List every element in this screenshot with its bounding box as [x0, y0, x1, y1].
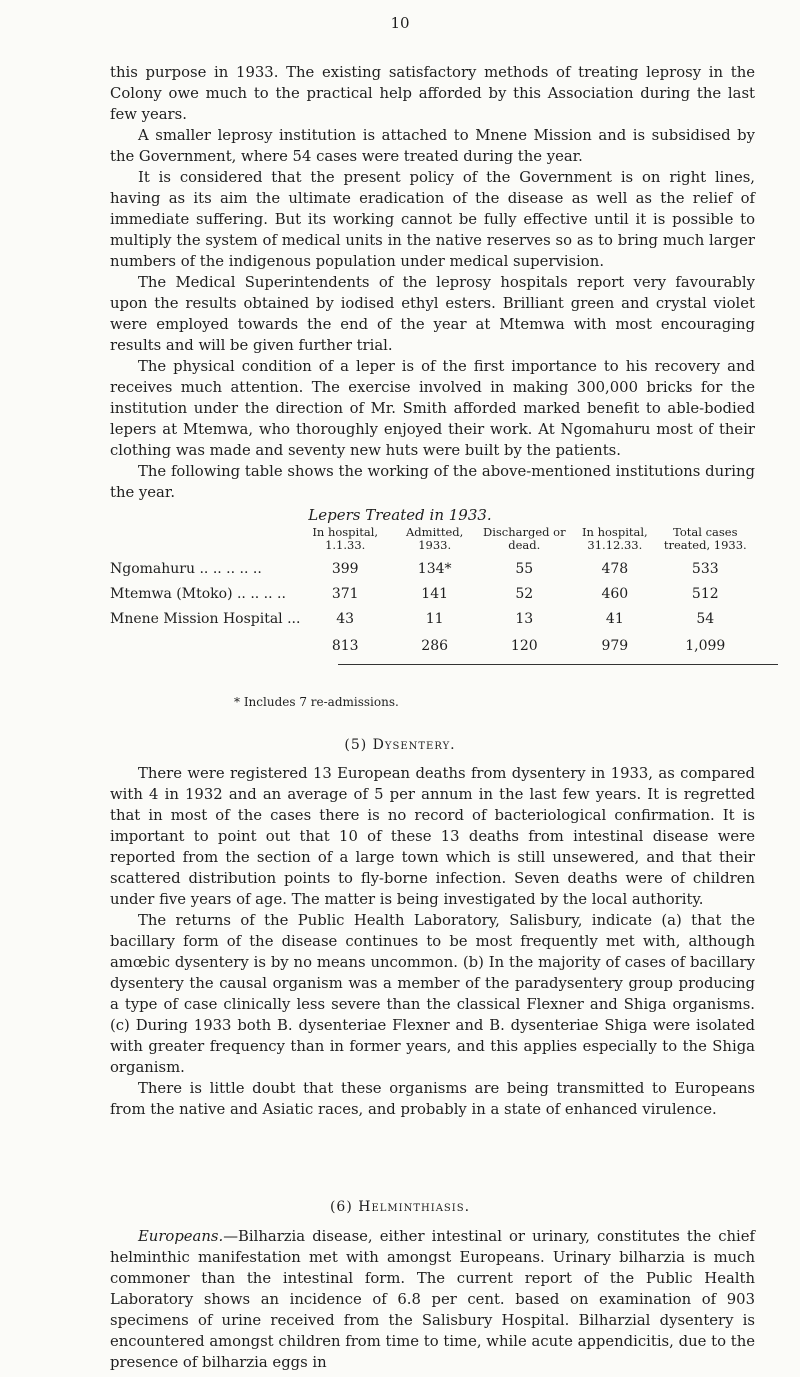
cell: 134* [417, 560, 452, 577]
paragraph: The physical condition of a leper is of the first importance to his recovery and receives much attention. The exercise involved in making 300,000 bricks for the institution under the direction of Mr. Smith afforded marked benefit to able-bodied lepers at Mtemwa, who thoroughly enjoyed their work. At Ngomahuru most of their clothing was made and seventy new huts were built by the patients. [110, 358, 755, 459]
cell: 478 [601, 560, 629, 577]
paragraph: The following table shows the working of the above-mentioned institutions during the year. [110, 463, 755, 501]
cell: 43 [336, 610, 355, 627]
total-cell: 120 [510, 637, 538, 654]
table-total-row [110, 631, 750, 658]
cell: 41 [605, 610, 624, 627]
cell: 55 [515, 560, 534, 577]
paragraph: The returns of the Public Health Laboratory, Salisbury, indicate (a) that the bacillary form of the disease continues to be most frequently met with, although amœbic dysentery is by no means uncommon. (b) In the majority of cases of bacillary dysentery the causal organism was a member of the paradysentery group producing a type of case clinically less severe than the classical Flexner and Shiga organisms. (c) During 1933 both B. dysenteriae Flexner and B. dysenteriae Shiga were isolated with greater frequency than in former years, and this applies especially to the Shiga organism. [110, 912, 755, 1076]
row-label: Ngomahuru [110, 560, 196, 577]
dysentery-text [110, 763, 755, 1120]
row-label: Mnene Mission Hospital [110, 610, 283, 627]
helminthiasis-text [110, 1226, 755, 1373]
row-label: Mtemwa (Mtoko) [110, 585, 233, 602]
table-footnote: * Includes 7 re-admissions. [234, 695, 399, 709]
cell: 11 [425, 610, 444, 627]
table-header-row [110, 526, 750, 556]
column-header: In hospital, 31.12.33. [582, 525, 648, 552]
intro-text [110, 62, 755, 503]
lepers-table [110, 526, 750, 658]
paragraph: It is considered that the present policy of the Government is on right lines, having as its aim the ultimate eradication of the disease as well as the relief of immediate suffering. But its working cannot be fully effective until it is possible to multiply the system of medical units in the native reserves so as to bring much larger numbers of the indigenous population under medical supervision. [110, 169, 755, 270]
column-header: Admitted, 1933. [406, 525, 464, 552]
table-row: Mtemwa (Mtoko) .. .. .. .. 371 141 52 460 512 [110, 581, 750, 606]
cell: 371 [331, 585, 359, 602]
total-cell: 286 [421, 637, 449, 654]
total-rule [338, 664, 778, 665]
table-row: Mnene Mission Hospital ... 43 11 13 41 54 [110, 606, 750, 631]
paragraph: There were registered 13 European deaths from dysentery in 1933, as compared with 4 in 1932 and an average of 5 per annum in the last few years. It is regretted that in most of the cases there is no record of bacteriological confirmation. It is important to point out that 10 of these 13 deaths from intestinal disease were reported from the section of a large town which is still unsewered, and that their scattered distribution points to fly-borne infection. Seven deaths were of children under five years of age. The matter is being investigated by the local authority. [110, 765, 755, 908]
column-header: Discharged or dead. [482, 525, 566, 552]
cell: 533 [691, 560, 719, 577]
cell: 460 [601, 585, 629, 602]
paragraph: The Medical Superintendents of the leprosy hospitals report very favourably upon the results obtained by iodised ethyl esters. Brilliant green and crystal violet were employed towards the end of the year at Mtemwa with most encouraging results and will be given further trial. [110, 274, 755, 354]
total-cell: 979 [601, 637, 629, 654]
column-header: Total cases treated, 1933. [663, 525, 747, 552]
cell: 13 [515, 610, 534, 627]
paragraph: this purpose in 1933. The existing satisfactory methods of treating leprosy in the Colony owe much to the practical help afforded by this Association during the last few years. [110, 64, 755, 123]
cell: 399 [331, 560, 359, 577]
page-number: 10 [390, 14, 410, 32]
cell: 52 [515, 585, 534, 602]
paragraph: Europeans.—Bilharzia disease, either intestinal or urinary, constitutes the chief helminthic manifestation met with amongst Europeans. Urinary bilharzia is much commoner than the intestinal form. The current report of the Public Health Laboratory shows an incidence of 6.8 per cent. based on examination of 903 specimens of urine received from the Salisbury Hospital. Bilharzial dysentery is encountered amongst children from time to time, while acute appendicitis, due to the presence of bilharzia eggs in [110, 1228, 755, 1371]
cell: 54 [696, 610, 715, 627]
column-header: In hospital, 1.1.33. [312, 525, 379, 552]
section-heading-dysentery: (5) Dysentery. [344, 737, 456, 753]
paragraph: A smaller leprosy institution is attached to Mnene Mission and is subsidised by the Government, where 54 cases were treated during the year. [110, 127, 755, 165]
europeans-label: Europeans. [138, 1228, 224, 1245]
paragraph: There is little doubt that these organisms are being transmitted to Europeans from the native and Asiatic races, and probably in a state of enhanced virulence. [110, 1080, 755, 1118]
table-title: Lepers Treated in 1933. [308, 506, 492, 524]
total-cell: 1,099 [685, 637, 726, 654]
cell: 512 [691, 585, 719, 602]
cell: 141 [421, 585, 449, 602]
table-row: Ngomahuru .. .. .. .. .. 399 134* 55 478 533 [110, 556, 750, 581]
total-cell: 813 [331, 637, 359, 654]
section-heading-helminthiasis: (6) Helminthiasis. [329, 1199, 471, 1215]
